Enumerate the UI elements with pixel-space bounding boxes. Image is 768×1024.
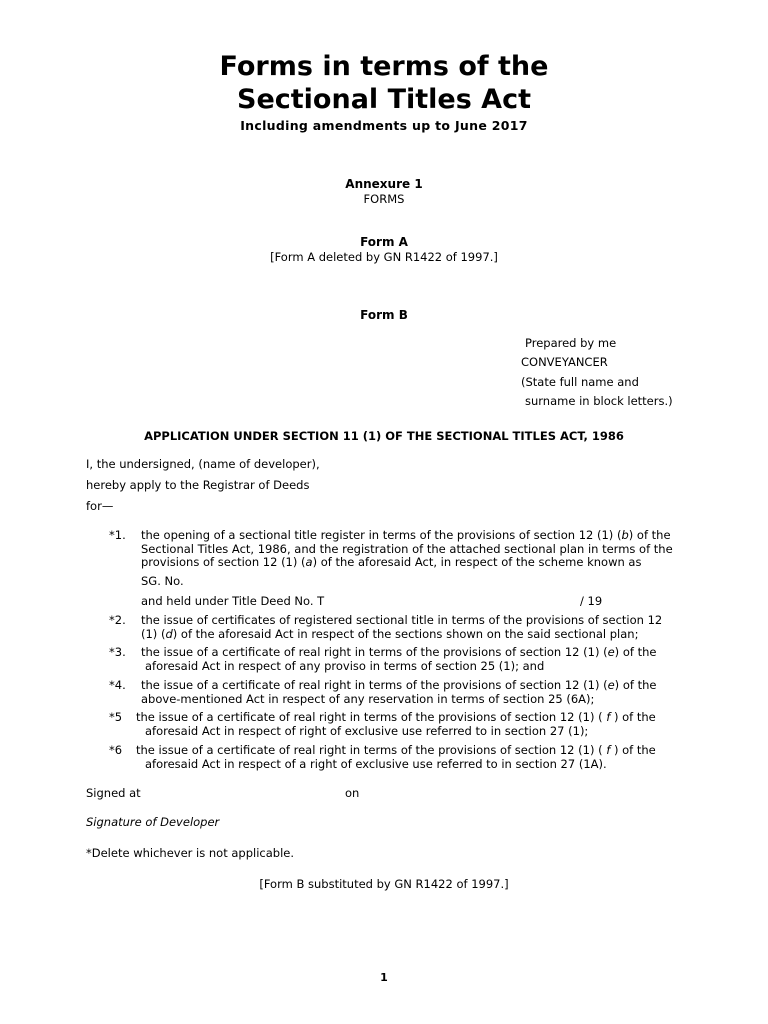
item-line: (1) (d) of the aforesaid Act in respect of the sections shown on the said sectional plan; [141, 626, 639, 641]
item-line: above-mentioned Act in respect of any reservation in terms of section 25 (6A); [141, 691, 595, 706]
title-deed-label: and held under Title Deed No. T [141, 594, 325, 608]
document-title-line-2: Sectional Titles Act [237, 84, 531, 115]
item-number: *2. [109, 613, 126, 627]
list-item [109, 711, 699, 739]
sg-number-label: SG. No. [141, 574, 184, 588]
signature-label: Signature of Developer [86, 815, 220, 829]
signed-at-label: Signed at [86, 786, 141, 800]
item-line: the issue of a certificate of real right in terms of the provisions of section 12 (1) (e) of the [141, 678, 657, 692]
prepared-by-line: CONVEYANCER [521, 355, 608, 369]
list-item [109, 614, 699, 642]
item-line: aforesaid Act in respect of a right of exclusive use referred to in section 27 (1A). [145, 756, 607, 771]
signed-on-label: on [345, 786, 360, 800]
item-line: the issue of a certificate of real right in terms of the provisions of section 12 (1) ( f ) of the [136, 743, 656, 757]
list-item [109, 646, 699, 674]
item-line: the issue of certificates of registered sectional title in terms of the provisions of section 12 [141, 613, 663, 627]
item-number: *3. [109, 645, 126, 659]
list-item [109, 744, 699, 772]
item-number: *5 [109, 710, 123, 724]
item-line: provisions of section 12 (1) (a) of the aforesaid Act, in respect of the scheme known as [141, 555, 642, 569]
intro-line: I, the undersigned, (name of developer), [86, 457, 320, 471]
page-number: 1 [380, 971, 388, 984]
item-line: the opening of a sectional title register in terms of the provisions of section 12 (1) (b) of the [141, 528, 671, 542]
item-line: Sectional Titles Act, 1986, and the registration of the attached sectional plan in terms of the [141, 541, 673, 556]
document-title-line-1: Forms in terms of the [219, 51, 549, 82]
document-subtitle: Including amendments up to June 2017 [240, 118, 528, 133]
list-item [109, 679, 699, 707]
prepared-by-line: (State full name and [521, 375, 639, 389]
intro-line: hereby apply to the Registrar of Deeds [86, 478, 310, 492]
item-number: *1. [109, 528, 126, 542]
list-item [109, 529, 699, 571]
item-line: aforesaid Act in respect of any proviso in terms of section 25 (1); and [145, 658, 545, 673]
form-b-heading: Form B [360, 308, 408, 322]
item-number: *6 [109, 743, 123, 757]
annexure-heading: Annexure 1 [345, 177, 423, 191]
title-deed-year: / 19 [580, 594, 603, 608]
form-a-heading: Form A [360, 235, 408, 249]
forms-label: FORMS [363, 192, 405, 206]
item-line: aforesaid Act in respect of right of exclusive use referred to in section 27 (1); [145, 723, 589, 738]
form-a-note: [Form A deleted by GN R1422 of 1997.] [270, 250, 498, 264]
item-line: the issue of a certificate of real right in terms of the provisions of section 12 (1) (e) of the [141, 645, 657, 659]
application-heading: APPLICATION UNDER SECTION 11 (1) OF THE SECTIONAL TITLES ACT, 1986 [144, 429, 624, 443]
prepared-by-line: surname in block letters.) [525, 394, 673, 408]
form-b-note: [Form B substituted by GN R1422 of 1997.] [259, 877, 509, 891]
item-line: the issue of a certificate of real right in terms of the provisions of section 12 (1) ( f ) of the [136, 710, 656, 724]
delete-note: *Delete whichever is not applicable. [86, 846, 294, 860]
intro-line: for— [86, 499, 114, 513]
prepared-by-line: Prepared by me [525, 336, 617, 350]
item-number: *4. [109, 678, 126, 692]
